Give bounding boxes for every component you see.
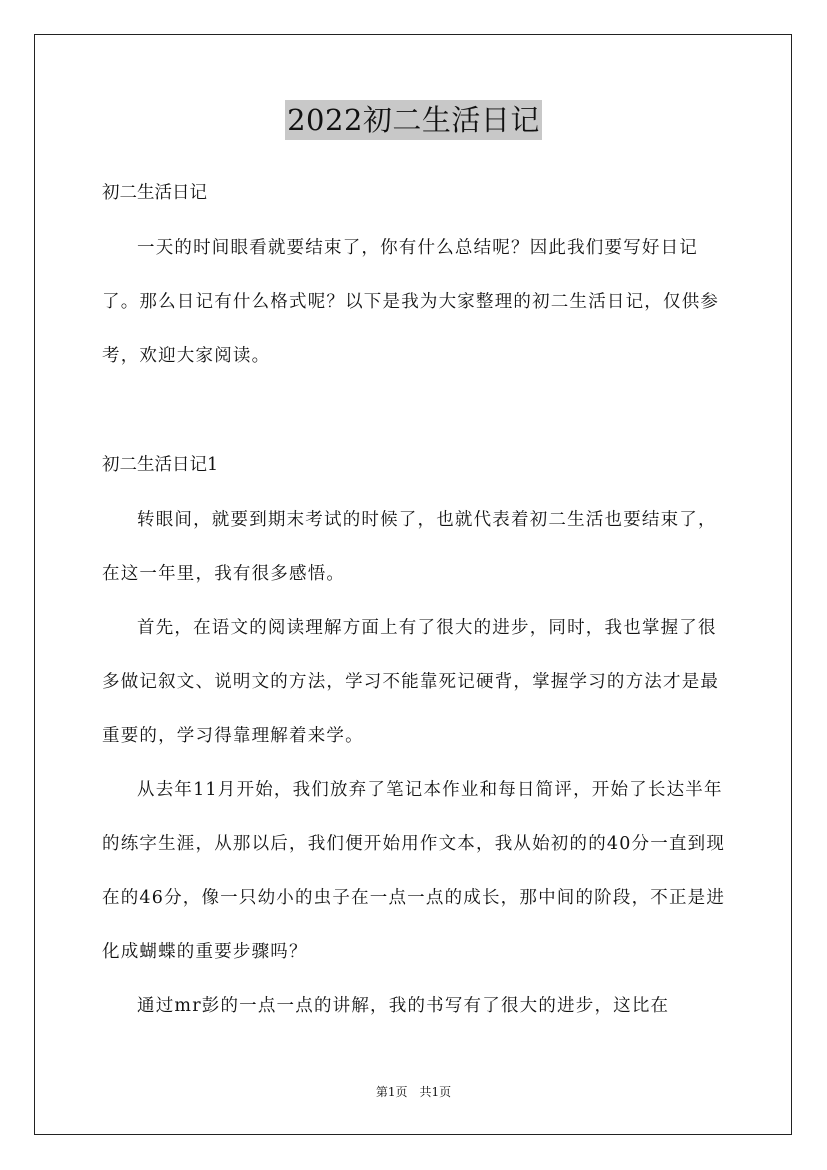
- section1-heading: 初二生活日记1: [102, 455, 219, 475]
- page-footer: 第1页 共1页: [375, 1085, 452, 1099]
- intro-heading: 初二生活日记: [102, 183, 207, 203]
- title-container: [0, 100, 827, 140]
- body-paragraph: 从去年11月开始，我们放弃了笔记本作业和每日简评，开始了长达半年的练字生涯，从那以后，我们便开始用作文本，我从始初的的40分一直到现在的46分，像一只幼小的虫子在一点一点的成长，那中间的阶段，不正是进化成蝴蝶的重要步骤吗？: [102, 780, 726, 962]
- intro-paragraph: 一天的时间眼看就要结束了，你有什么总结呢？因此我们要写好日记了。那么日记有什么格式呢？以下是我为大家整理的初二生活日记，仅供参考，欢迎大家阅读。: [102, 238, 720, 366]
- body-paragraph: 转眼间，就要到期末考试的时候了，也就代表着初二生活也要结束了，在这一年里，我有很多感悟。: [102, 510, 717, 584]
- body-paragraph: 首先，在语文的阅读理解方面上有了很大的进步，同时，我也掌握了很多做记叙文、说明文的方法，学习不能靠死记硬背，掌握学习的方法才是最重要的，学习得靠理解着来学。: [102, 618, 720, 746]
- document-title: 2022初二生活日记: [285, 100, 542, 140]
- body-paragraph: 通过mr彭的一点一点的讲解，我的书写有了很大的进步，这比在: [137, 996, 670, 1016]
